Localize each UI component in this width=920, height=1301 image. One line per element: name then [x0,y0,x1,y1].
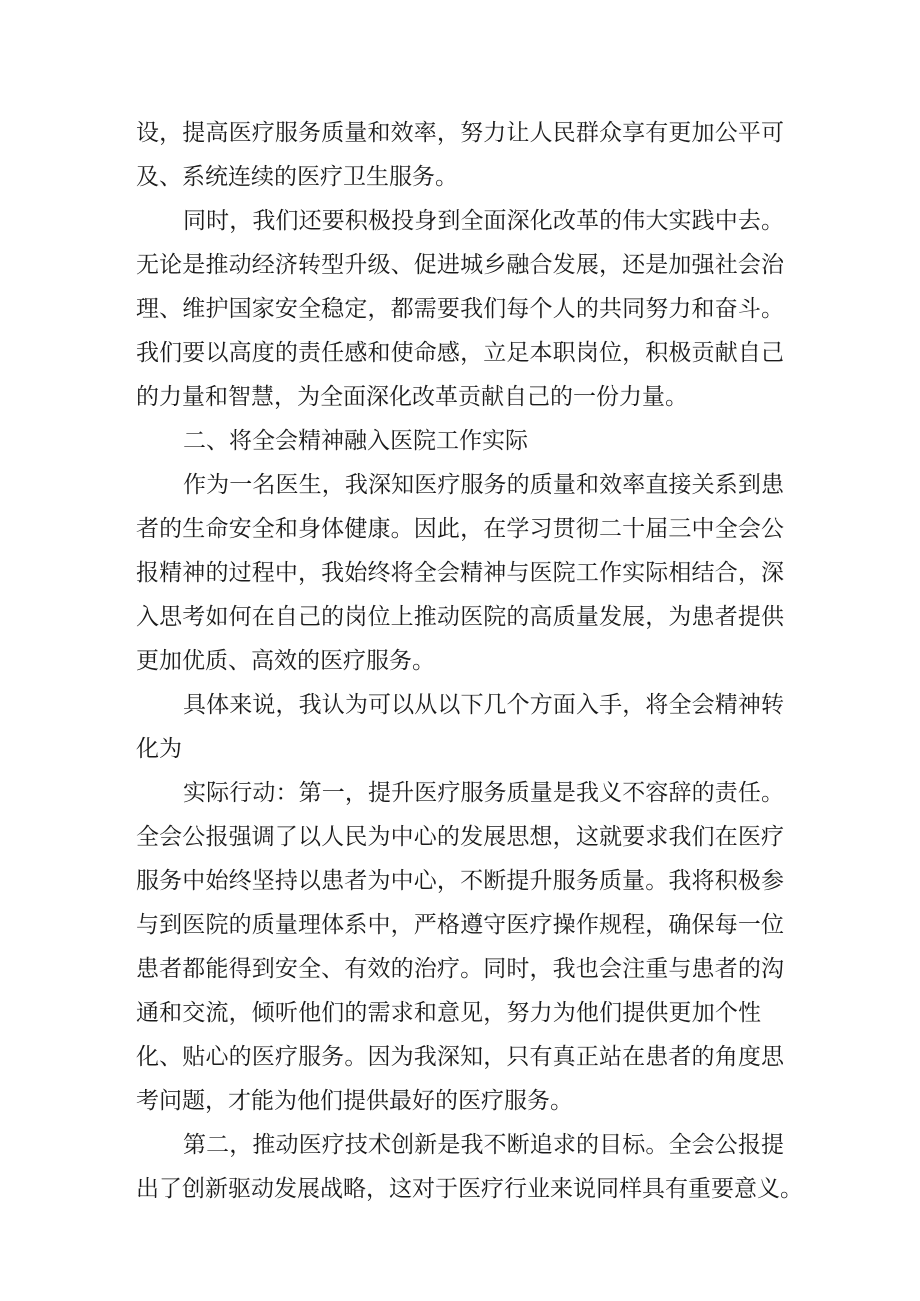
text-line: 实际行动：第一，提升医疗服务质量是我义不容辞的责任。 [183,780,784,806]
text-line: 及、系统连续的医疗卫生服务。 [136,164,458,190]
text-line: 报精神的过程中，我始终将全会精神与医院工作实际相结合，深 [136,560,784,586]
text-line: 的力量和智慧，为全面深化改革贡献自己的一份力量。 [136,384,688,410]
text-line: 具体来说，我认为可以从以下几个方面入手，将全会精神转 [183,692,784,718]
text-line: 通和交流，倾听他们的需求和意见，努力为他们提供更加个性 [136,1000,761,1026]
text-line: 设，提高医疗服务质量和效率，努力让人民群众享有更加公平可 [136,120,784,146]
text-line: 同时，我们还要积极投身到全面深化改革的伟大实践中去。 [183,208,784,234]
text-line: 患者都能得到安全、有效的治疗。同时，我也会注重与患者的沟 [136,956,784,982]
text-line: 服务中始终坚持以患者为中心，不断提升服务质量。我将积极参 [136,868,784,894]
text-line: 与到医院的质量理体系中，严格遵守医疗操作规程，确保每一位 [136,912,784,938]
text-line: 作为一名医生，我深知医疗服务的质量和效率直接关系到患 [183,472,784,498]
text-line: 者的生命安全和身体健康。因此，在学习贯彻二十届三中全会公 [136,516,784,542]
text-line: 无论是推动经济转型升级、促进城乡融合发展，还是加强社会治 [136,252,784,278]
text-line: 理、维护国家安全稳定，都需要我们每个人的共同努力和奋斗。 [136,296,784,322]
text-line: 第二，推动医疗技术创新是我不断追求的目标。全会公报提 [183,1132,784,1158]
text-line: 出了创新驱动发展战略，这对于医疗行业来说同样具有重要意义。 [136,1176,803,1202]
text-line: 化为 [136,736,182,762]
text-line: 入思考如何在自己的岗位上推动医院的高质量发展，为患者提供 [136,604,784,630]
section-heading: 二、将全会精神融入医院工作实际 [183,428,528,454]
text-line: 全会公报强调了以人民为中心的发展思想，这就要求我们在医疗 [136,824,784,850]
text-line: 更加优质、高效的医疗服务。 [136,648,435,674]
text-line: 化、贴心的医疗服务。因为我深知，只有真正站在患者的角度思 [136,1044,784,1070]
text-line: 我们要以高度的责任感和使命感，立足本职岗位，积极贡献自己 [136,340,784,366]
text-line: 考问题，才能为他们提供最好的医疗服务。 [136,1088,573,1114]
